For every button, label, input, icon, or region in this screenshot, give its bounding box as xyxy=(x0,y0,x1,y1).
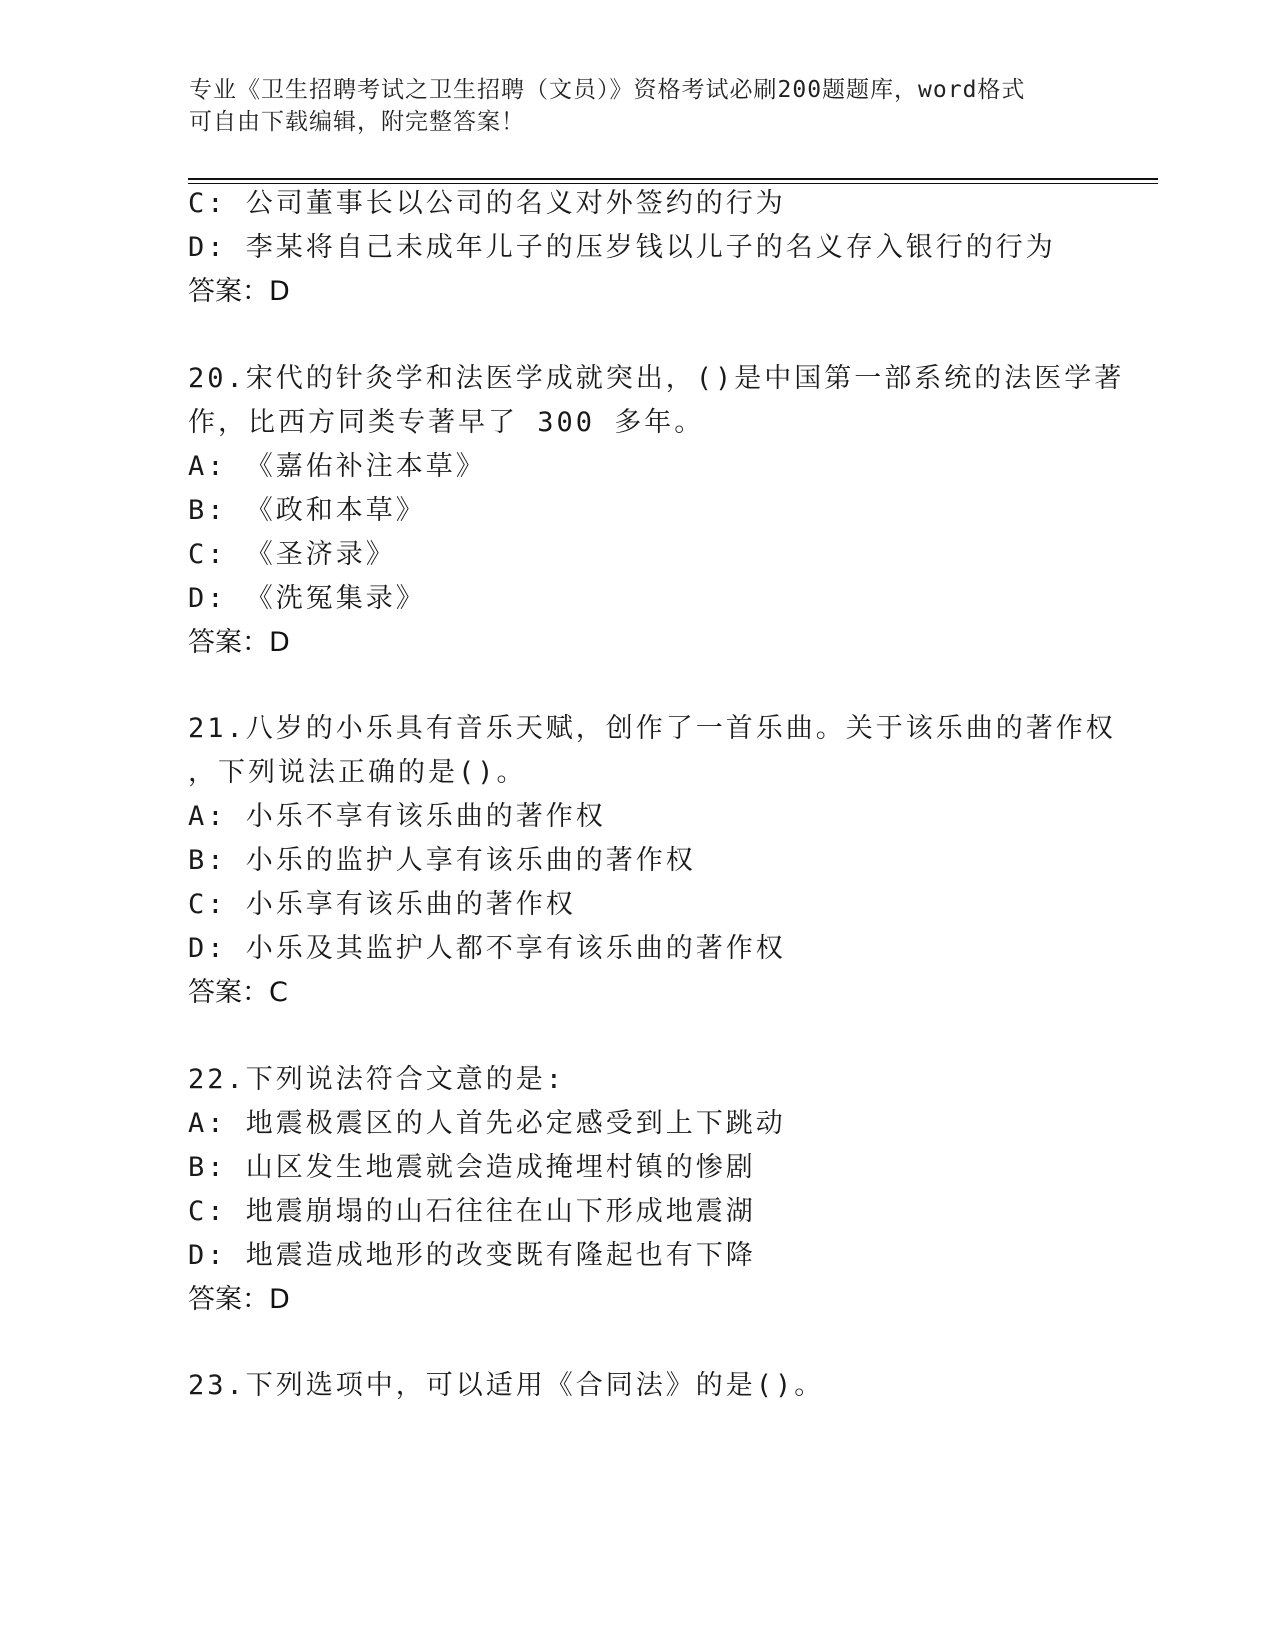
header-divider-thick xyxy=(188,178,1158,180)
q22-stem-line-1: 22.下列说法符合文意的是: xyxy=(188,1064,566,1095)
q21-option-a: A: 小乐不享有该乐曲的著作权 xyxy=(188,801,606,832)
q20-option-a: A: 《嘉佑补注本草》 xyxy=(188,451,486,482)
q21-answer: 答案：C xyxy=(188,977,288,1008)
q20-option-d: D: 《洗冤集录》 xyxy=(188,583,426,614)
q20-option-b: B: 《政和本草》 xyxy=(188,495,426,526)
q21-option-b: B: 小乐的监护人享有该乐曲的著作权 xyxy=(188,845,696,876)
header-line-1: 专业《卫生招聘考试之卫生招聘（文员）》资格考试必刷200题题库，word格式 xyxy=(189,77,1026,103)
q21-stem-line-2: ，下列说法正确的是()。 xyxy=(188,757,527,788)
q21-option-c: C: 小乐享有该乐曲的著作权 xyxy=(188,889,576,920)
q23-stem-line-1: 23.下列选项中，可以适用《合同法》的是()。 xyxy=(188,1370,825,1401)
header-line-2: 可自由下载编辑，附完整答案！ xyxy=(189,109,525,135)
q19-answer: 答案：D xyxy=(188,276,290,307)
header-divider-thin xyxy=(188,183,1158,184)
q20-stem-line-2: 作，比西方同类专著早了 300 多年。 xyxy=(188,407,705,438)
q20-answer: 答案：D xyxy=(188,627,290,658)
q20-option-c: C: 《圣济录》 xyxy=(188,539,396,570)
q22-option-c: C: 地震崩塌的山石往往在山下形成地震湖 xyxy=(188,1196,756,1227)
q22-answer: 答案：D xyxy=(188,1284,290,1315)
q22-option-d: D: 地震造成地形的改变既有隆起也有下降 xyxy=(188,1240,756,1271)
q19-option-d: D: 李某将自己未成年儿子的压岁钱以儿子的名义存入银行的行为 xyxy=(188,232,1056,263)
q22-option-a: A: 地震极震区的人首先必定感受到上下跳动 xyxy=(188,1108,786,1139)
q19-option-c: C: 公司董事长以公司的名义对外签约的行为 xyxy=(188,188,786,219)
q22-option-b: B: 山区发生地震就会造成掩埋村镇的惨剧 xyxy=(188,1152,756,1183)
q21-option-d: D: 小乐及其监护人都不享有该乐曲的著作权 xyxy=(188,933,786,964)
document-header xyxy=(189,74,1089,138)
q21-stem-line-1: 21.八岁的小乐具有音乐天赋，创作了一首乐曲。关于该乐曲的著作权 xyxy=(188,713,1116,744)
q20-stem-line-1: 20.宋代的针灸学和法医学成就突出，()是中国第一部系统的法医学著 xyxy=(188,363,1125,394)
